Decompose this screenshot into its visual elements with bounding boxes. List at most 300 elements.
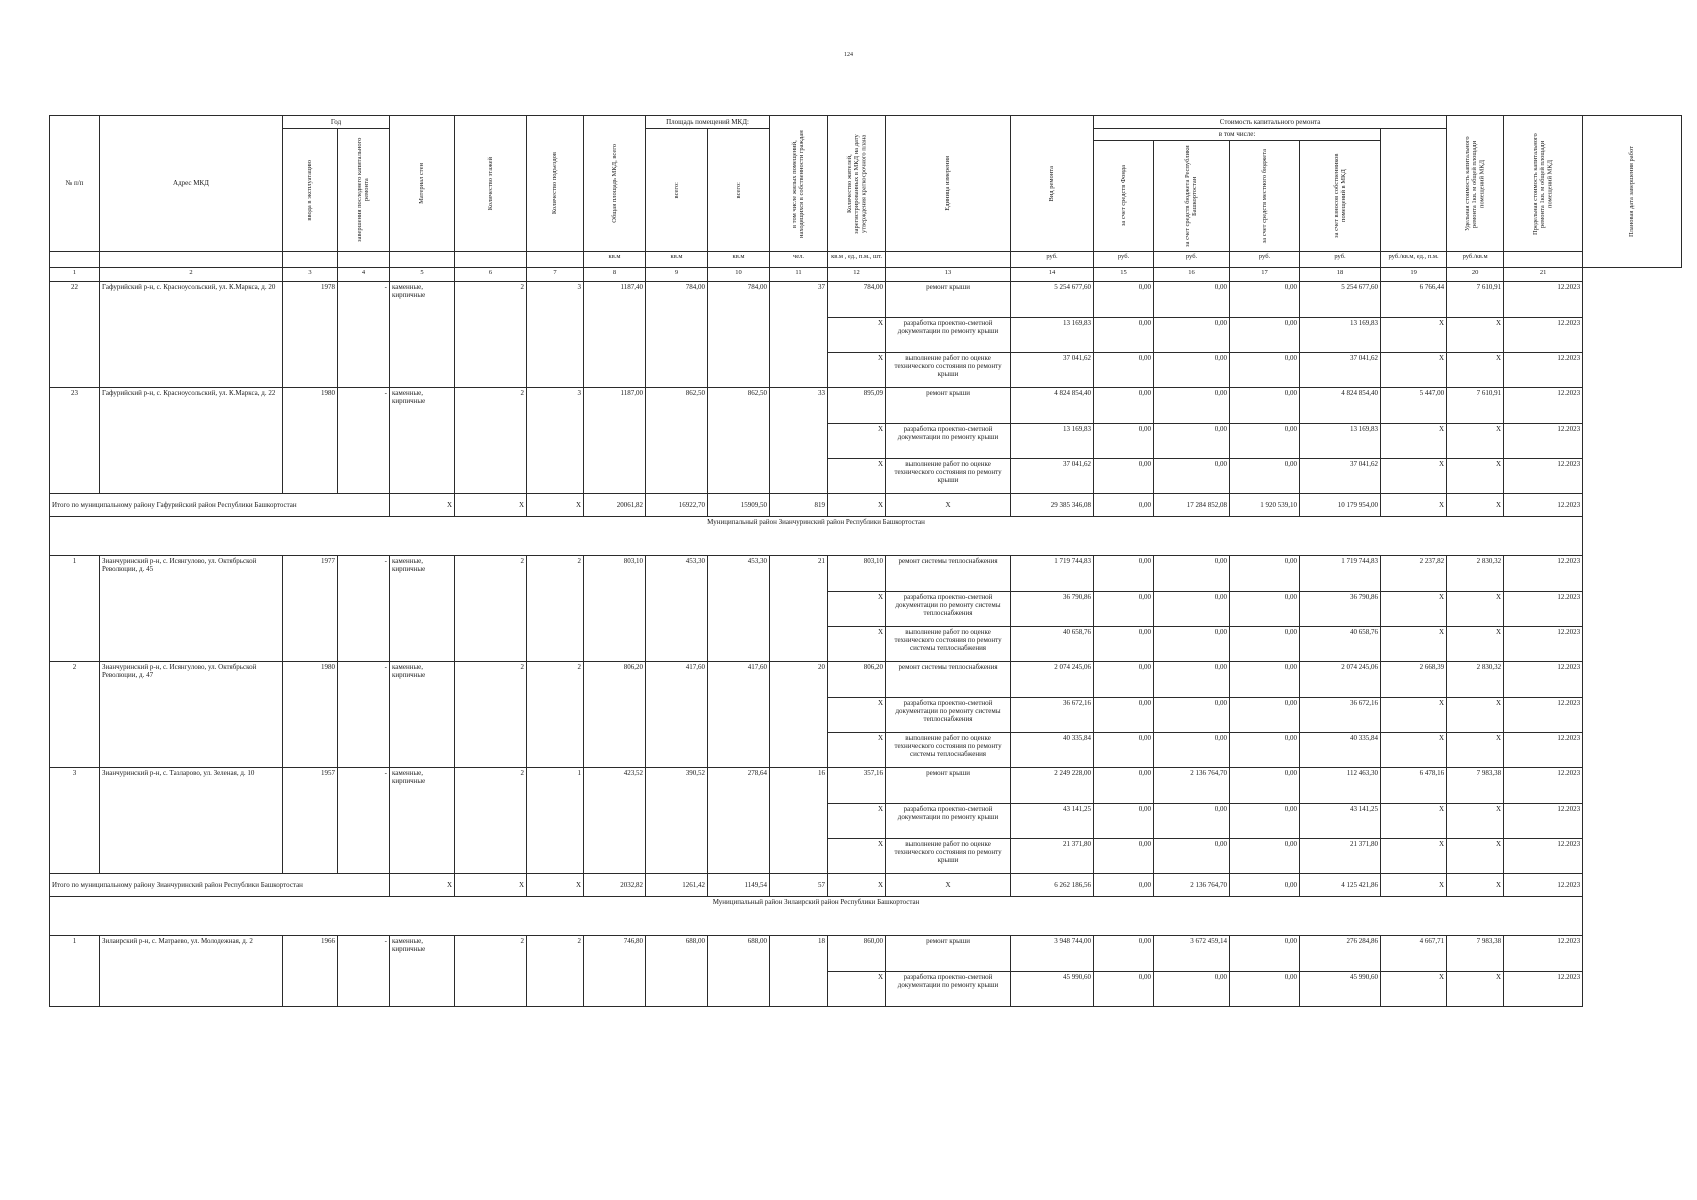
table-cell: - xyxy=(338,768,390,874)
table-cell: 1 719 744,83 xyxy=(1300,556,1381,592)
table-cell: 37 041,62 xyxy=(1011,353,1094,388)
unit-cell xyxy=(283,252,338,268)
table-cell: разработка проектно-сметной документации по ремонту крыши xyxy=(886,804,1011,839)
table-cell: 15909,50 xyxy=(708,494,770,517)
table-cell: 0,00 xyxy=(1094,494,1154,517)
table-cell: разработка проектно-сметной документации по ремонту системы теплоснабжения xyxy=(886,592,1011,627)
column-number-cell: 19 xyxy=(1381,268,1447,282)
table-cell: 2 830,32 xyxy=(1447,662,1504,698)
table-cell: 860,00 xyxy=(828,936,886,972)
table-cell: X xyxy=(886,494,1011,517)
table-cell: X xyxy=(1381,733,1447,768)
table-cell: X xyxy=(1381,459,1447,494)
table-cell: 1 920 539,10 xyxy=(1230,494,1300,517)
table-cell: 2 xyxy=(527,936,584,1007)
table-cell: 4 824 854,40 xyxy=(1011,388,1094,424)
header-cell: Площадь помещений МКД: xyxy=(646,116,770,129)
table-cell: 0,00 xyxy=(1230,839,1300,874)
table-cell: 1187,40 xyxy=(584,282,646,388)
table-cell: Зианчуринский р-н, с. Исянгулово, ул. Октябрьской Революции, д. 47 xyxy=(100,662,283,768)
table-cell: 1187,00 xyxy=(584,388,646,494)
table-cell: 12.2023 xyxy=(1504,874,1583,897)
district-total-row xyxy=(50,874,1682,897)
table-cell: X xyxy=(1381,874,1447,897)
table-cell: Гафурийский р-н, с. Красноусольский, ул. К.Маркса, д. 22 xyxy=(100,388,283,494)
table-cell: 2 xyxy=(527,556,584,662)
table-cell: X xyxy=(886,874,1011,897)
table-cell: 784,00 xyxy=(708,282,770,388)
table-cell: 16 xyxy=(770,768,828,874)
table-cell: 0,00 xyxy=(1154,556,1230,592)
table-cell: выполнение работ по оценке технического состояния по ремонту крыши xyxy=(886,353,1011,388)
column-numbers-row xyxy=(50,268,1682,282)
column-number-cell: 5 xyxy=(390,268,455,282)
table-cell: X xyxy=(455,874,527,897)
table-cell: X xyxy=(1447,592,1504,627)
header-cell: ввода в эксплуатацию xyxy=(283,129,338,252)
table-cell: 3 xyxy=(50,768,100,874)
table-cell: каменные, кирпичные xyxy=(390,556,455,662)
table-cell: 13 169,83 xyxy=(1300,424,1381,459)
column-number-cell: 15 xyxy=(1094,268,1154,282)
table-cell: Зианчуринский р-н, с. Тазларово, ул. Зеленая, д. 10 xyxy=(100,768,283,874)
table-cell: 0,00 xyxy=(1230,804,1300,839)
table-cell: 37 041,62 xyxy=(1300,459,1381,494)
table-cell: X xyxy=(828,592,886,627)
table-cell: 0,00 xyxy=(1094,972,1154,1007)
unit-cell: руб./кв.м xyxy=(1447,252,1504,268)
total-label: Итого по муниципальному району Гафурийский район Республики Башкортостан xyxy=(50,494,390,517)
table-cell: 43 141,25 xyxy=(1300,804,1381,839)
table-cell: 1977 xyxy=(283,556,338,662)
table-cell: 1980 xyxy=(283,662,338,768)
table-cell: 0,00 xyxy=(1154,388,1230,424)
table-cell: 453,30 xyxy=(646,556,708,662)
table-cell: 36 790,86 xyxy=(1011,592,1094,627)
table-cell: 895,09 xyxy=(828,388,886,424)
table-cell: 0,00 xyxy=(1094,353,1154,388)
table-cell: Зианчуринский р-н, с. Исянгулово, ул. Октябрьской Революции, д. 45 xyxy=(100,556,283,662)
table-cell: X xyxy=(1381,353,1447,388)
table-cell: 12.2023 xyxy=(1504,662,1583,698)
unit-cell xyxy=(50,252,100,268)
table-cell: 0,00 xyxy=(1230,388,1300,424)
table-cell: 819 xyxy=(770,494,828,517)
table-cell: 0,00 xyxy=(1154,282,1230,318)
table-cell: X xyxy=(1381,804,1447,839)
table-cell: 0,00 xyxy=(1230,318,1300,353)
header-cell: всего: xyxy=(708,129,770,252)
table-cell: 0,00 xyxy=(1154,733,1230,768)
column-number-cell: 18 xyxy=(1300,268,1381,282)
table-cell: 40 658,76 xyxy=(1011,627,1094,662)
table-cell: 2 xyxy=(455,936,527,1007)
table-cell: 806,20 xyxy=(584,662,646,768)
table-cell: 2 249 228,00 xyxy=(1011,768,1094,804)
table-cell: 3 xyxy=(527,282,584,388)
table-cell: 2 237,82 xyxy=(1381,556,1447,592)
header-cell: Предельная стоимость капитального ремонта 1кв. м общей площади помещений МКД xyxy=(1504,116,1583,252)
table-cell: 746,80 xyxy=(584,936,646,1007)
table-cell: 2 xyxy=(455,768,527,874)
table-cell: ремонт крыши xyxy=(886,768,1011,804)
table-cell: выполнение работ по оценке технического состояния по ремонту крыши xyxy=(886,839,1011,874)
header-cell: Количество подъездов xyxy=(527,116,584,252)
table-cell: X xyxy=(1447,733,1504,768)
column-number-cell: 9 xyxy=(646,268,708,282)
table-cell: 40 658,76 xyxy=(1300,627,1381,662)
table-cell: 12.2023 xyxy=(1504,627,1583,662)
table-cell: X xyxy=(390,494,455,517)
district-total-row xyxy=(50,494,1682,517)
column-number-cell: 13 xyxy=(886,268,1011,282)
table-cell: 5 254 677,60 xyxy=(1300,282,1381,318)
table-cell: 12.2023 xyxy=(1504,494,1583,517)
unit-cell xyxy=(455,252,527,268)
table-cell: 112 463,30 xyxy=(1300,768,1381,804)
house-row xyxy=(50,662,1682,698)
column-number-cell: 4 xyxy=(338,268,390,282)
house-row xyxy=(50,936,1682,972)
header-cell: завершения последнего капитального ремонта xyxy=(338,129,390,252)
table-cell: 40 335,84 xyxy=(1300,733,1381,768)
table-cell: 4 824 854,40 xyxy=(1300,388,1381,424)
table-cell: 7 610,91 xyxy=(1447,282,1504,318)
table-cell: разработка проектно-сметной документации по ремонту системы теплоснабжения xyxy=(886,698,1011,733)
table-cell: X xyxy=(1381,839,1447,874)
table-cell: 2 xyxy=(527,662,584,768)
table-cell: ремонт системы теплоснабжения xyxy=(886,556,1011,592)
table-cell: 12.2023 xyxy=(1504,459,1583,494)
table-cell: X xyxy=(1381,494,1447,517)
header-cell: за счет средств бюджета Республики Башкортостан xyxy=(1154,141,1230,252)
table-cell: X xyxy=(1447,627,1504,662)
table-cell: 5 254 677,60 xyxy=(1011,282,1094,318)
table-cell: 417,60 xyxy=(708,662,770,768)
table-cell: 7 610,91 xyxy=(1447,388,1504,424)
table-cell: X xyxy=(828,353,886,388)
table-cell: X xyxy=(828,804,886,839)
table-cell: 0,00 xyxy=(1230,459,1300,494)
table-cell: X xyxy=(1381,627,1447,662)
table-cell: 390,52 xyxy=(646,768,708,874)
table-cell: X xyxy=(828,698,886,733)
table-cell: X xyxy=(1381,592,1447,627)
table-cell: 0,00 xyxy=(1094,839,1154,874)
table-cell: 0,00 xyxy=(1230,874,1300,897)
table-cell: 57 xyxy=(770,874,828,897)
table-cell: разработка проектно-сметной документации по ремонту крыши xyxy=(886,424,1011,459)
table-cell: X xyxy=(527,494,584,517)
table-cell: 12.2023 xyxy=(1504,936,1583,972)
table-cell: 0,00 xyxy=(1230,556,1300,592)
table-cell: X xyxy=(1447,494,1504,517)
table-cell: выполнение работ по оценке технического состояния по ремонту крыши xyxy=(886,459,1011,494)
table-cell: 0,00 xyxy=(1094,318,1154,353)
header-cell: в том числе: xyxy=(1094,129,1381,141)
table-cell: 37 xyxy=(770,282,828,388)
table-header xyxy=(50,116,1682,268)
table-cell: выполнение работ по оценке технического состояния по ремонту системы теплоснабжения xyxy=(886,627,1011,662)
unit-cell: руб. xyxy=(1011,252,1094,268)
table-cell: 423,52 xyxy=(584,768,646,874)
header-cell: Общая площадь МКД, всего xyxy=(584,116,646,252)
unit-cell xyxy=(390,252,455,268)
unit-cell: кв.м xyxy=(708,252,770,268)
table-cell: 21 371,80 xyxy=(1011,839,1094,874)
table-cell: 0,00 xyxy=(1230,768,1300,804)
table-cell: X xyxy=(828,874,886,897)
unit-cell xyxy=(886,252,1011,268)
header-cell: Стоимость капитального ремонта xyxy=(1094,116,1447,129)
table-cell: - xyxy=(338,388,390,494)
table-cell: 0,00 xyxy=(1094,768,1154,804)
table-cell: каменные, кирпичные xyxy=(390,936,455,1007)
table-cell: 12.2023 xyxy=(1504,804,1583,839)
table-cell: 10 179 954,00 xyxy=(1300,494,1381,517)
header-cell: Количество жителей, зарегистрированных в МКД на дату утверждения краткосрочного плана xyxy=(828,116,886,252)
table-cell: X xyxy=(828,627,886,662)
house-row xyxy=(50,388,1682,424)
table-cell: 29 385 346,08 xyxy=(1011,494,1094,517)
table-cell: 36 790,86 xyxy=(1300,592,1381,627)
table-cell: 3 672 459,14 xyxy=(1154,936,1230,972)
table-cell: 0,00 xyxy=(1094,733,1154,768)
table-cell: ремонт крыши xyxy=(886,282,1011,318)
table-cell: каменные, кирпичные xyxy=(390,282,455,388)
units-row xyxy=(50,252,1682,268)
table-cell: 20061,82 xyxy=(584,494,646,517)
header-cell: за счет средств местного бюджета xyxy=(1230,141,1300,252)
table-cell: 784,00 xyxy=(646,282,708,388)
table-cell: 0,00 xyxy=(1154,839,1230,874)
table-cell: X xyxy=(828,839,886,874)
table-cell: 45 990,60 xyxy=(1011,972,1094,1007)
table-cell: 1978 xyxy=(283,282,338,388)
unit-cell xyxy=(527,252,584,268)
table-cell: 21 xyxy=(770,556,828,662)
table-cell: 417,60 xyxy=(646,662,708,768)
table-cell: ремонт крыши xyxy=(886,936,1011,972)
table-cell: 12.2023 xyxy=(1504,318,1583,353)
table-cell: 0,00 xyxy=(1094,627,1154,662)
table-cell: 13 169,83 xyxy=(1011,424,1094,459)
table-cell: 276 284,86 xyxy=(1300,936,1381,972)
table-cell: 0,00 xyxy=(1154,972,1230,1007)
table-cell: X xyxy=(828,733,886,768)
table-cell: 0,00 xyxy=(1230,733,1300,768)
table-cell: 43 141,25 xyxy=(1011,804,1094,839)
unit-cell: чел. xyxy=(770,252,828,268)
total-label: Итого по муниципальному району Зианчуринский район Республики Башкортостан xyxy=(50,874,390,897)
header-cell: всего: xyxy=(646,129,708,252)
table-cell: 0,00 xyxy=(1094,698,1154,733)
table-cell: 16922,70 xyxy=(646,494,708,517)
table-cell: 7 983,38 xyxy=(1447,936,1504,972)
table-cell: 20 xyxy=(770,662,828,768)
table-cell: 12.2023 xyxy=(1504,592,1583,627)
table-cell: X xyxy=(828,494,886,517)
table-cell: 0,00 xyxy=(1230,972,1300,1007)
table-body xyxy=(50,268,1682,1007)
table-cell: X xyxy=(1447,459,1504,494)
table-cell: 2 xyxy=(455,662,527,768)
house-row xyxy=(50,556,1682,592)
table-cell: разработка проектно-сметной документации по ремонту крыши xyxy=(886,318,1011,353)
table-cell: 12.2023 xyxy=(1504,388,1583,424)
header-cell: Плановая дата завершения работ xyxy=(1583,116,1682,268)
table-cell: ремонт крыши xyxy=(886,388,1011,424)
header-cell: за счет средств Фонда xyxy=(1094,141,1154,252)
table-cell: 1261,42 xyxy=(646,874,708,897)
table-cell: 40 335,84 xyxy=(1011,733,1094,768)
header-cell: Вид ремонта xyxy=(1011,116,1094,252)
table-cell: 0,00 xyxy=(1230,282,1300,318)
table-cell: 0,00 xyxy=(1154,698,1230,733)
table-cell: X xyxy=(1447,698,1504,733)
table-cell: 7 983,38 xyxy=(1447,768,1504,804)
table-cell: 862,50 xyxy=(646,388,708,494)
table-cell: 1957 xyxy=(283,768,338,874)
table-cell: 278,64 xyxy=(708,768,770,874)
table-cell: 12.2023 xyxy=(1504,768,1583,804)
column-number-cell: 6 xyxy=(455,268,527,282)
table-cell: 0,00 xyxy=(1094,282,1154,318)
table-cell: 12.2023 xyxy=(1504,556,1583,592)
unit-cell: руб. xyxy=(1094,252,1154,268)
table-cell: X xyxy=(828,972,886,1007)
table-cell: 1980 xyxy=(283,388,338,494)
table-cell: каменные, кирпичные xyxy=(390,388,455,494)
table-cell: ремонт системы теплоснабжения xyxy=(886,662,1011,698)
unit-cell xyxy=(338,252,390,268)
table-cell: 0,00 xyxy=(1154,804,1230,839)
column-number-cell: 1 xyxy=(50,268,100,282)
table-cell: 13 169,83 xyxy=(1300,318,1381,353)
unit-cell xyxy=(100,252,283,268)
table-cell: 6 766,44 xyxy=(1381,282,1447,318)
table-cell: 0,00 xyxy=(1230,424,1300,459)
table-cell: 4 667,71 xyxy=(1381,936,1447,972)
table-cell: 0,00 xyxy=(1094,662,1154,698)
table-cell: 0,00 xyxy=(1094,459,1154,494)
table-cell: 1966 xyxy=(283,936,338,1007)
table-cell: X xyxy=(1381,424,1447,459)
table-cell: 0,00 xyxy=(1154,662,1230,698)
table-cell: X xyxy=(828,459,886,494)
column-number-cell: 2 xyxy=(100,268,283,282)
table-cell: 2 074 245,06 xyxy=(1300,662,1381,698)
column-number-cell: 14 xyxy=(1011,268,1094,282)
header-cell: за счет взносов собственников помещений в МКД xyxy=(1300,141,1381,252)
table-cell: 37 041,62 xyxy=(1011,459,1094,494)
table-cell: 2 136 764,70 xyxy=(1154,768,1230,804)
unit-cell: руб. xyxy=(1300,252,1381,268)
table-cell: 688,00 xyxy=(646,936,708,1007)
table-cell: 2032,82 xyxy=(584,874,646,897)
table-cell: X xyxy=(828,318,886,353)
table-cell: 3 948 744,00 xyxy=(1011,936,1094,972)
column-number-cell: 20 xyxy=(1447,268,1504,282)
table-cell: 0,00 xyxy=(1154,459,1230,494)
table-cell: 5 447,00 xyxy=(1381,388,1447,424)
table-cell: 0,00 xyxy=(1230,698,1300,733)
header-cell: № п/п xyxy=(50,116,100,252)
table-cell: 0,00 xyxy=(1094,874,1154,897)
header-cell: Адрес МКД xyxy=(100,116,283,252)
column-number-cell: 10 xyxy=(708,268,770,282)
table-cell: 12.2023 xyxy=(1504,698,1583,733)
table-cell: 0,00 xyxy=(1094,592,1154,627)
table-cell: 1 719 744,83 xyxy=(1011,556,1094,592)
table-cell: 688,00 xyxy=(708,936,770,1007)
table-cell: X xyxy=(1447,972,1504,1007)
table-cell: X xyxy=(1447,424,1504,459)
table-cell: 2 xyxy=(455,388,527,494)
table-cell: 0,00 xyxy=(1154,424,1230,459)
table-cell: 2 136 764,70 xyxy=(1154,874,1230,897)
table-cell: 2 074 245,06 xyxy=(1011,662,1094,698)
unit-cell: кв.м xyxy=(646,252,708,268)
table-cell: 21 371,80 xyxy=(1300,839,1381,874)
column-number-cell: 21 xyxy=(1504,268,1583,282)
table-cell: 6 478,16 xyxy=(1381,768,1447,804)
unit-cell: руб. xyxy=(1230,252,1300,268)
table-cell: 453,30 xyxy=(708,556,770,662)
table-cell: 803,10 xyxy=(828,556,886,592)
table-cell: 18 xyxy=(770,936,828,1007)
table-cell: 13 169,83 xyxy=(1011,318,1094,353)
table-cell: X xyxy=(390,874,455,897)
table-cell: X xyxy=(1381,698,1447,733)
table-cell: 4 125 421,86 xyxy=(1300,874,1381,897)
table-cell: 1 xyxy=(527,768,584,874)
table-cell: 0,00 xyxy=(1154,592,1230,627)
table-cell: каменные, кирпичные xyxy=(390,662,455,768)
table-cell: 1149,54 xyxy=(708,874,770,897)
table-cell: 6 262 186,56 xyxy=(1011,874,1094,897)
column-number-cell: 3 xyxy=(283,268,338,282)
table-cell: 12.2023 xyxy=(1504,839,1583,874)
district-heading: Муниципальный район Зианчуринский район Республики Башкортостан xyxy=(50,517,1583,556)
column-number-cell: 17 xyxy=(1230,268,1300,282)
table-cell: X xyxy=(1447,353,1504,388)
table-cell: 0,00 xyxy=(1154,353,1230,388)
unit-cell: кв.м , ед., п.м., шт. xyxy=(828,252,886,268)
table-cell: 33 xyxy=(770,388,828,494)
table-cell: разработка проектно-сметной документации по ремонту крыши xyxy=(886,972,1011,1007)
district-heading-row xyxy=(50,897,1682,936)
header-cell: Удельная стоимость капитального ремонта 1кв. м общей площади помещений МКД xyxy=(1447,116,1504,252)
table-cell: 36 672,16 xyxy=(1300,698,1381,733)
table-cell: - xyxy=(338,282,390,388)
table-cell: 0,00 xyxy=(1094,424,1154,459)
table-cell: X xyxy=(1447,318,1504,353)
column-number-cell: 12 xyxy=(828,268,886,282)
table-cell: 1 xyxy=(50,936,100,1007)
table-cell: 0,00 xyxy=(1154,318,1230,353)
table-cell: - xyxy=(338,936,390,1007)
table-cell: 0,00 xyxy=(1230,627,1300,662)
house-row xyxy=(50,282,1682,318)
table-cell: 12.2023 xyxy=(1504,282,1583,318)
table-cell: 0,00 xyxy=(1230,662,1300,698)
table-cell: 784,00 xyxy=(828,282,886,318)
table-cell: 0,00 xyxy=(1230,353,1300,388)
table-cell: 0,00 xyxy=(1094,936,1154,972)
table-cell: X xyxy=(1381,972,1447,1007)
header-cell: Единица измерения xyxy=(886,116,1011,252)
